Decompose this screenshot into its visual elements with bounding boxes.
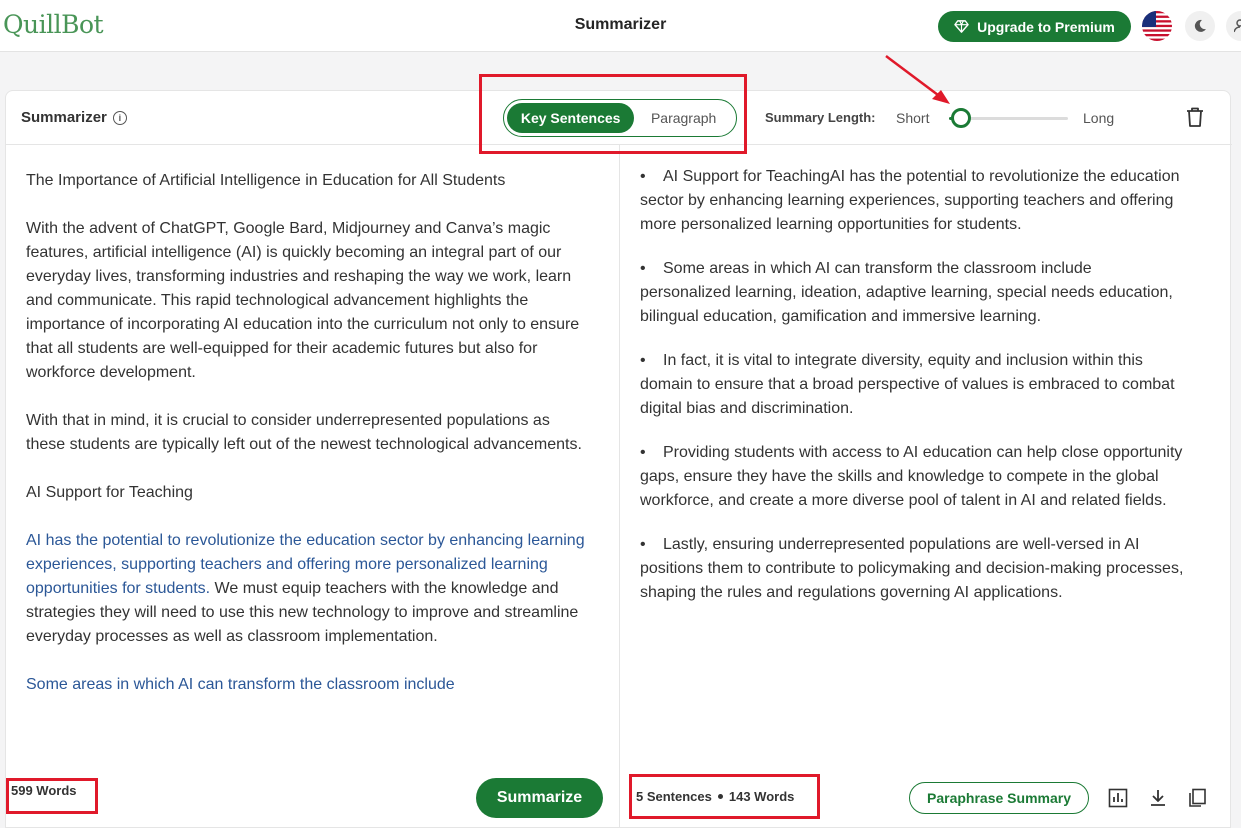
upgrade-premium-label: Upgrade to Premium <box>977 18 1115 35</box>
copy-icon[interactable] <box>1187 788 1207 808</box>
paragraph-rest: We must equip teachers with the knowledge and strategies they will need to use this new technology to improve and streamline everyday processes as well as classroom implementation. <box>26 580 579 645</box>
annotation-box-mode-toggle <box>479 74 747 154</box>
bullet-dot-icon: • <box>640 168 646 185</box>
paraphrase-summary-button[interactable]: Paraphrase Summary <box>909 782 1089 814</box>
mode-key-sentences-button[interactable]: Key Sentences <box>507 103 634 133</box>
summary-bullet[interactable] <box>640 165 1185 237</box>
mode-paragraph-button[interactable]: Paragraph <box>650 110 717 126</box>
moon-icon <box>1193 19 1207 33</box>
summary-length-short-label: Short <box>896 110 930 126</box>
annotation-arrow-icon <box>880 52 960 112</box>
input-paragraph: With that in mind, it is crucial to consider underrepresented populations as these students are typically left out of the newest technological advancements. <box>26 412 582 453</box>
summary-bullet[interactable] <box>640 349 1185 421</box>
quillbot-logo[interactable]: QuillBot <box>3 10 104 39</box>
input-text-area[interactable] <box>26 169 586 721</box>
card-title-label: Summarizer <box>21 109 107 126</box>
user-icon <box>1234 19 1241 33</box>
highlight-sentence: has the potential to revolutionize the education sector by enhancing learning experiences, supporting teachers and offering more personalized learning opportunities for students. <box>26 532 585 597</box>
input-paragraph: AI Support for Teaching <box>26 484 193 501</box>
info-icon[interactable]: i <box>113 111 127 125</box>
highlight-prefix: AI <box>26 532 42 549</box>
summary-bullet-text: AI Support for TeachingAI has the potential to revolutionize the education sector by enhancing learning experiences, supporting teachers and offering more personalized learning opportunities for students. <box>640 168 1180 233</box>
summary-bullet[interactable] <box>640 441 1185 513</box>
sentence-count: 5 Sentences <box>636 789 712 804</box>
summary-length-long-label: Long <box>1083 110 1115 126</box>
summary-bullet-text: Some areas in which AI can transform the classroom include personalized learning, ideation, adaptive learning, special needs education, bilingual education, gamification and immersive learning. <box>640 260 1173 325</box>
summary-bullet-text: Providing students with access to AI education can help close opportunity gaps, ensure they have the skills and knowledge to compete in the global workforce, and create a more diverse pool of talent in AI and related fields. <box>640 444 1183 509</box>
bullet-dot-icon: • <box>640 444 646 461</box>
input-word-count: 599 Words <box>11 783 77 798</box>
summary-bullet[interactable] <box>640 257 1185 329</box>
summary-bullet[interactable] <box>640 533 1185 605</box>
top-bar <box>0 0 1241 52</box>
summary-bullet-text: Lastly, ensuring underrepresented populations are well-versed in AI positions them to contribute to policymaking and decision-making processes, shaping the rules and regulations governing AI applications. <box>640 536 1184 601</box>
trash-icon[interactable] <box>1186 107 1204 127</box>
input-paragraph-highlighted: Some areas in which AI can transform the classroom include <box>26 676 455 693</box>
upgrade-premium-button[interactable] <box>938 11 1131 42</box>
summarize-button[interactable]: Summarize <box>476 778 603 818</box>
dark-mode-toggle[interactable] <box>1185 11 1215 41</box>
summarizer-card <box>5 90 1231 828</box>
input-paragraph: The Importance of Artificial Intelligence in Education for All Students <box>26 172 506 189</box>
input-paragraph-highlighted <box>26 529 586 649</box>
annotation-box-word-count <box>6 778 98 814</box>
annotation-box-summary-stats <box>629 774 820 819</box>
input-paragraph: With the advent of ChatGPT, Google Bard, Midjourney and Canva’s magic features, artificial intelligence (AI) is quickly becoming an integral part of our everyday lives, transforming industries and reshaping the way we work, learn and communicate. This rapid technological advancement highlights the importance of incorporating AI education into the curriculum not only to ensure that all students are well-equipped for their academic futures but also for workforce development. <box>26 220 580 381</box>
pane-divider <box>619 145 620 828</box>
bullet-dot-icon: • <box>640 352 646 369</box>
summary-word-count: 143 Words <box>728 789 795 804</box>
user-account-button[interactable] <box>1226 11 1241 41</box>
bullet-dot-icon: • <box>640 260 646 277</box>
card-title <box>21 109 127 126</box>
summary-bullet-text: In fact, it is vital to integrate diversity, equity and inclusion within this domain to ensure that a broad perspective of values is embraced to combat digital bias and discrimination. <box>640 352 1175 417</box>
summary-output <box>640 165 1185 625</box>
bullet-dot-icon: • <box>640 536 646 553</box>
page-title: Summarizer <box>574 16 667 33</box>
us-flag-icon[interactable] <box>1142 11 1172 41</box>
bar-chart-icon[interactable] <box>1108 788 1128 808</box>
summary-length-label: Summary Length: <box>765 110 876 125</box>
diamond-icon <box>954 19 969 34</box>
download-icon[interactable] <box>1148 788 1168 808</box>
